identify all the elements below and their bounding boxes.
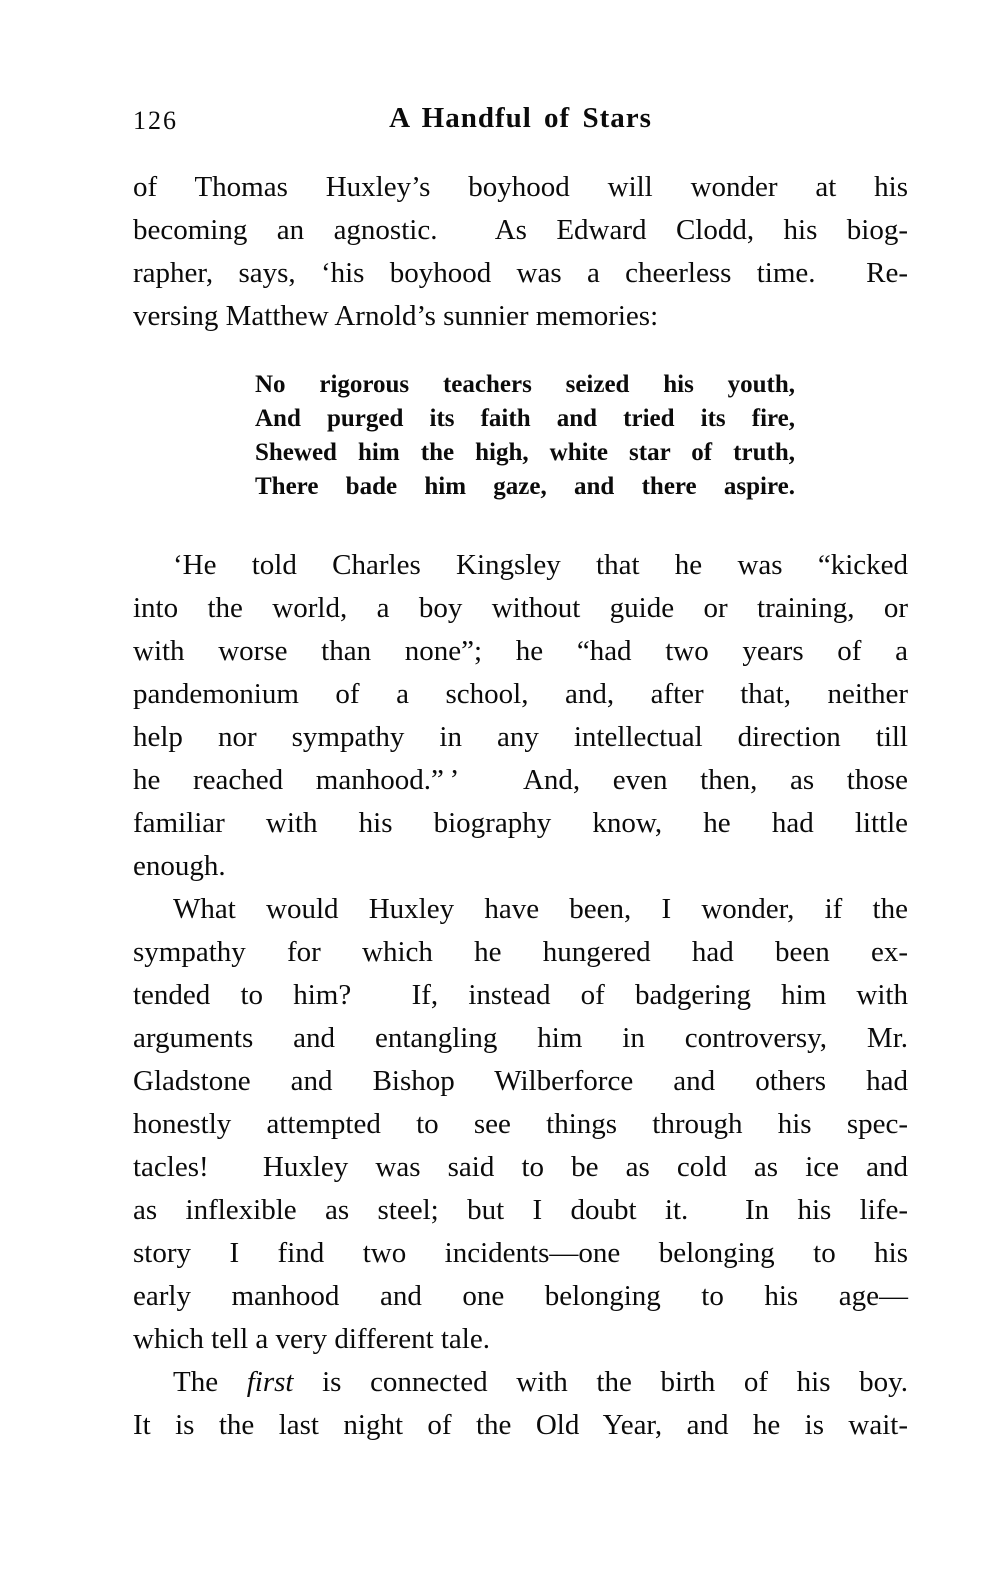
text-line: enough.: [133, 850, 226, 882]
text-span: The: [173, 1366, 247, 1398]
text-line: into the world, a boy without guide or training, or: [133, 592, 908, 624]
text-span: is connected with the birth of his boy.: [293, 1366, 908, 1398]
paragraph-what-would-huxley: [133, 888, 908, 1361]
text-line: It is the last night of the Old Year, and he is wait-: [133, 1409, 908, 1441]
text-line: honestly attempted to see things through his spec-: [133, 1108, 908, 1140]
text-line: which tell a very different tale.: [133, 1323, 490, 1355]
text-line: tended to him? If, instead of badgering him with: [133, 979, 908, 1011]
text-line: arguments and entangling him in controversy, Mr.: [133, 1022, 908, 1054]
running-header: [133, 102, 908, 138]
text-line: tacles! Huxley was said to be as cold as ice and: [133, 1151, 908, 1183]
page-title: A Handful of Stars: [389, 102, 652, 134]
text-line: Shewed him the high, white star of truth,: [255, 439, 795, 466]
text-line: There bade him gaze, and there aspire.: [255, 473, 795, 500]
text-line: of Thomas Huxley’s boyhood will wonder at his: [133, 171, 908, 203]
text-line: early manhood and one belonging to his age—: [133, 1280, 908, 1312]
text-line: Gladstone and Bishop Wilberforce and others had: [133, 1065, 908, 1097]
text-line: sympathy for which he hungered had been ex-: [133, 936, 908, 968]
text-line: And purged its faith and tried its fire,: [255, 405, 795, 432]
text-line: help nor sympathy in any intellectual direction till: [133, 721, 908, 753]
paragraph-the-first-incident: [133, 1361, 908, 1447]
italic-word: first: [246, 1366, 294, 1398]
text-column: [133, 102, 908, 1447]
paragraph-kingsley-quote: [133, 544, 908, 888]
paragraph-huxley-boyhood: [133, 166, 908, 338]
text-line: No rigorous teachers seized his youth,: [255, 371, 795, 398]
text-line: becoming an agnostic. As Edward Clodd, his biog-: [133, 214, 908, 246]
text-line: he reached manhood.” ’ And, even then, as those: [133, 764, 908, 796]
text-line: familiar with his biography know, he had little: [133, 807, 908, 839]
text-line: What would Huxley have been, I wonder, if the: [173, 893, 908, 925]
text-line: pandemonium of a school, and, after that, neither: [133, 678, 908, 710]
text-line: ‘He told Charles Kingsley that he was “kicked: [173, 549, 908, 581]
text-line: [133, 1361, 908, 1404]
text-line: versing Matthew Arnold’s sunnier memories:: [133, 300, 659, 332]
text-line: with worse than none”; he “had two years of a: [133, 635, 908, 667]
text-line: as inflexible as steel; but I doubt it. In his life-: [133, 1194, 908, 1226]
poem-quotation: [255, 368, 795, 504]
text-line: story I find two incidents—one belonging to his: [133, 1237, 908, 1269]
text-line: rapher, says, ‘his boyhood was a cheerless time. Re-: [133, 257, 908, 289]
page-number: 126: [133, 106, 178, 135]
